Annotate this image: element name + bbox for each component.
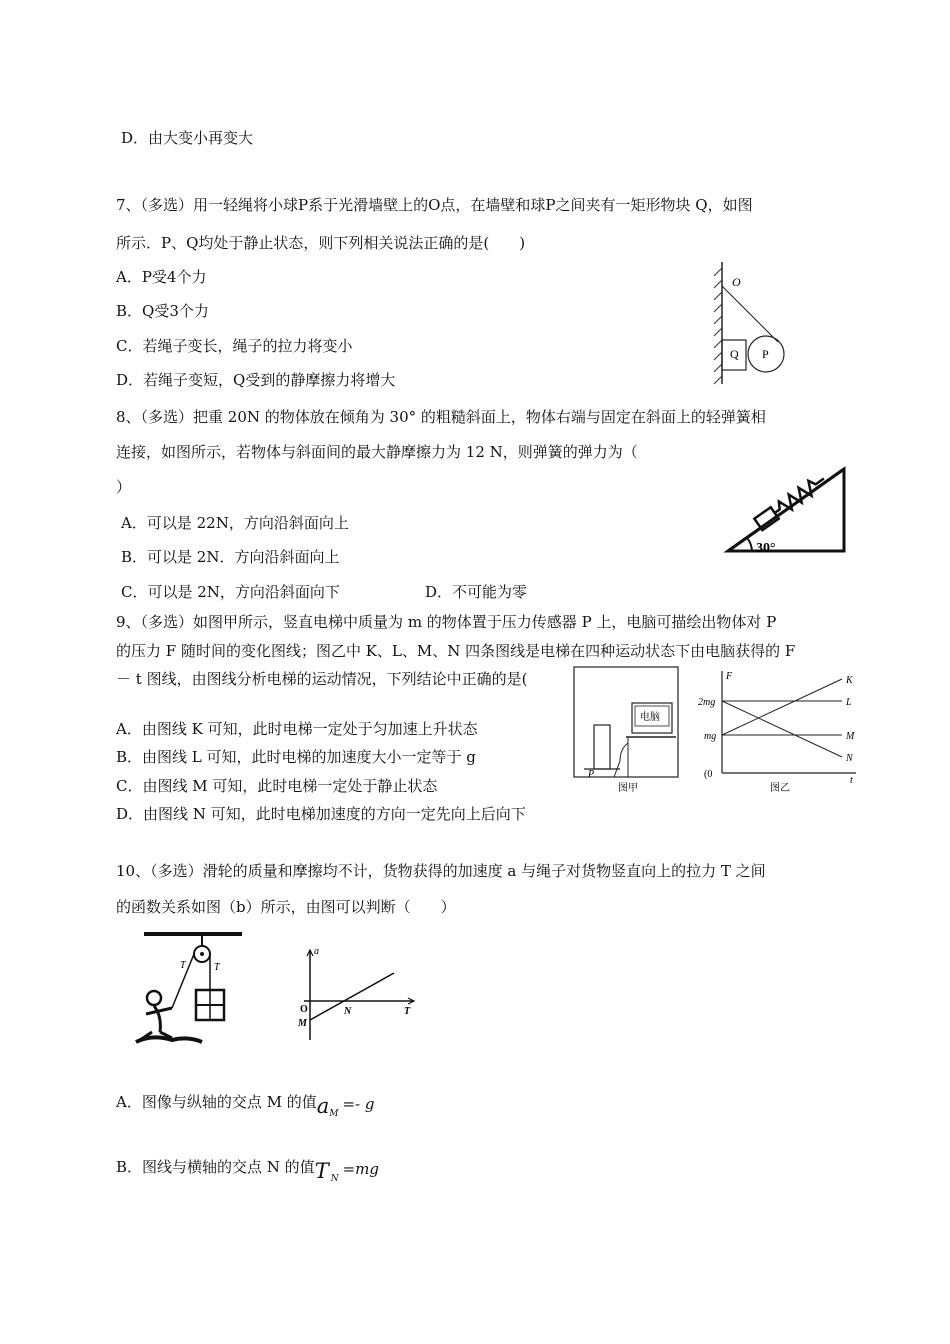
q8-option-d: D．不可能为零	[425, 583, 528, 601]
q7-stem-line1: 7、（多选）用一轻绳将小球P系于光滑墙壁上的O点，在墙壁和球P之间夹有一矩形物块 Q，如图	[116, 196, 753, 214]
q10-fig-origin: O	[300, 1004, 308, 1015]
q9-fig-origin: (0	[704, 769, 713, 780]
q9-fig-computer-label: 电脑	[640, 712, 660, 723]
q9-stem-line3: － t 图线，由图线分析电梯的运动情况，下列结论中正确的是(	[116, 670, 528, 688]
q8-stem-line3: ）	[116, 478, 132, 496]
q10-option-b-subscript: N	[330, 1174, 339, 1184]
q10-fig-rope-t-right: T	[214, 962, 220, 973]
q9-option-d: D．由图线 N 可知，此时电梯加速度的方向一定先向上后向下	[116, 805, 526, 823]
q7-stem-line2: 所示．P、Q均处于静止状态，则下列相关说法正确的是( )	[116, 234, 526, 252]
q7-fig-label-p: P	[762, 347, 769, 361]
q10-option-a-subscript: M	[329, 1109, 339, 1119]
q9-fig-line-n: N	[846, 753, 853, 764]
q9-figure-b	[690, 665, 862, 795]
q7-figure	[708, 260, 808, 386]
q9-fig-line-k: K	[846, 675, 853, 686]
q9-stem-line1: 9、（多选）如图甲所示，竖直电梯中质量为 m 的物体置于压力传感器 P 上，电脑可描绘出物体对 P	[116, 613, 777, 631]
q9-fig-line-m: M	[846, 731, 855, 742]
q7-option-a: A．P受4个力	[116, 268, 207, 286]
q10-option-a	[116, 1088, 375, 1119]
q8-incline-figure	[722, 465, 852, 555]
q10-option-a-rhs: =- g	[342, 1095, 375, 1113]
q9-fig-mg: mg	[704, 731, 717, 742]
q10-option-a-symbol: a	[316, 1094, 330, 1118]
q8-option-b: B．可以是 2N．方向沿斜面向上	[121, 548, 340, 566]
q10-fig-point-n: N	[344, 1006, 352, 1017]
q9-stem-line2: 的压力 F 随时间的变化图线；图乙中 K、L、M、N 四条图线是电梯在四种运动状态下由电脑获得的 F	[116, 642, 796, 660]
q10-option-b-rhs: =mg	[342, 1160, 379, 1178]
q7-option-d: D．若绳子变短，Q受到的静摩擦力将增大	[116, 371, 396, 389]
q9-fig-line-l: L	[846, 697, 852, 708]
q9-fig-a-caption: 图甲	[618, 783, 638, 794]
q10-option-b	[116, 1153, 379, 1184]
q8-stem-line2: 连接，如图所示，若物体与斜面间的最大静摩擦力为 12 N，则弹簧的弹力为（	[116, 443, 638, 461]
q8-stem-line1: 8、（多选）把重 20N 的物体放在倾角为 30° 的粗糙斜面上，物体右端与固定在斜面上的轻弹簧相	[116, 408, 766, 426]
q9-fig-b-caption: 图乙	[770, 783, 790, 794]
q10-stem-line2: 的函数关系如图（b）所示，由图可以判断（ ）	[116, 898, 456, 916]
q7-fig-label-o: O	[732, 275, 741, 289]
q9-option-a: A．由图线 K 可知，此时电梯一定处于匀加速上升状态	[116, 720, 478, 738]
q10-option-a-text: A．图像与纵轴的交点 M 的值	[116, 1093, 317, 1111]
q7-option-b: B．Q受3个力	[116, 302, 209, 320]
q7-fig-label-q: Q	[730, 347, 739, 361]
q9-fig-axis-t: t	[850, 775, 853, 786]
q6-option-d: D．由大变小再变大	[121, 129, 254, 147]
q7-option-c: C．若绳子变长，绳子的拉力将变小	[116, 337, 353, 355]
q10-fig-rope-t-left: T	[180, 960, 186, 971]
q10-figure	[132, 928, 422, 1053]
q9-figure-a	[570, 665, 682, 795]
q9-option-c: C．由图线 M 可知，此时电梯一定处于静止状态	[116, 777, 438, 795]
q9-option-b: B．由图线 L 可知，此时电梯的加速度大小一定等于 g	[116, 748, 476, 766]
q9-fig-sensor-label: P	[588, 769, 595, 780]
q10-option-b-symbol: T	[314, 1159, 329, 1183]
q10-option-b-text: B．图线与横轴的交点 N 的值	[116, 1158, 315, 1176]
q10-fig-axis-a: a	[314, 946, 319, 957]
q8-fig-angle: 30°	[756, 541, 776, 555]
q9-fig-axis-f: F	[726, 671, 733, 682]
q10-fig-axis-t: T	[404, 1006, 411, 1017]
q8-option-c: C．可以是 2N，方向沿斜面向下	[121, 583, 340, 601]
q8-option-a: A．可以是 22N，方向沿斜面向上	[121, 514, 349, 532]
q9-fig-2mg: 2mg	[698, 697, 716, 708]
q10-stem-line1: 10、（多选）滑轮的质量和摩擦均不计，货物获得的加速度 a 与绳子对货物竖直向上的拉力 T 之间	[116, 862, 766, 880]
q10-fig-point-m: M	[298, 1018, 307, 1029]
